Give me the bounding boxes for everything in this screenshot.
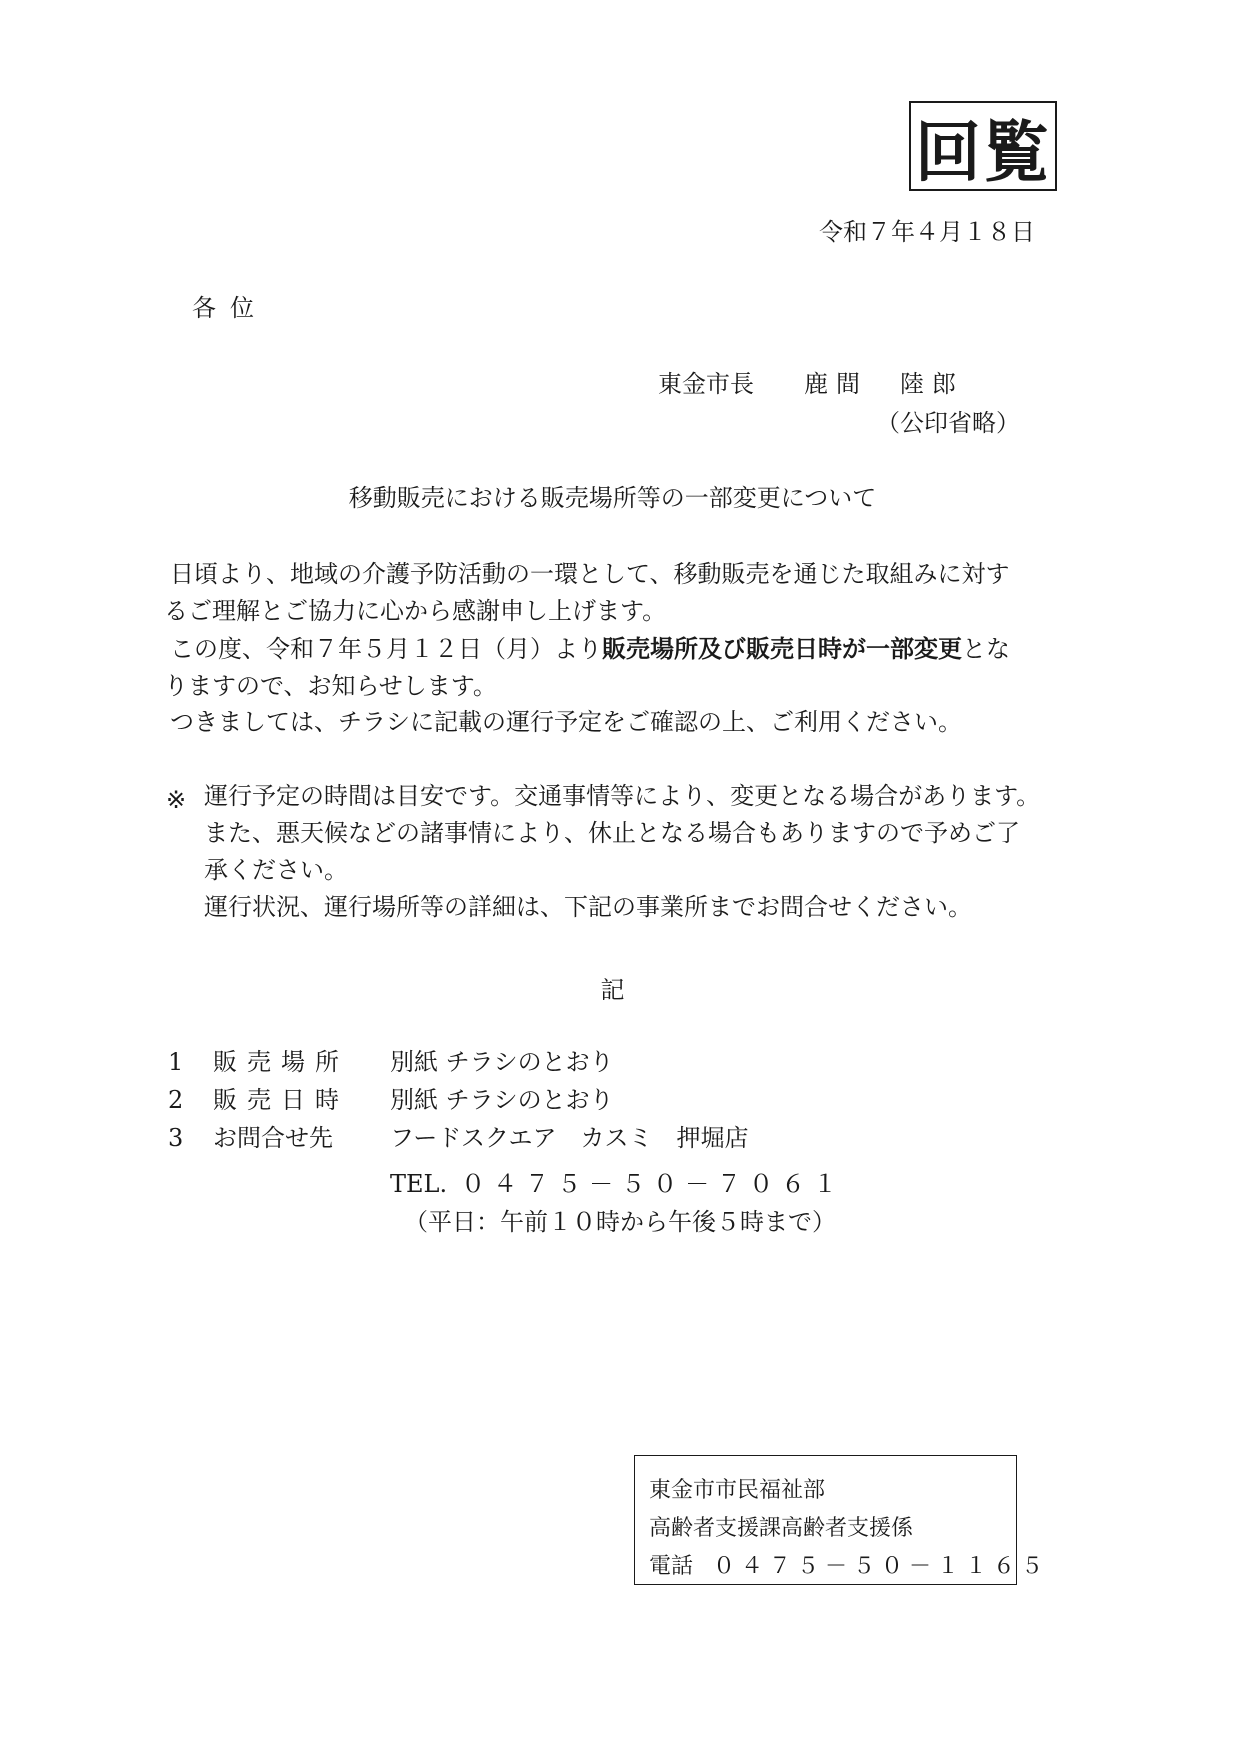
item-number: 3 bbox=[168, 1124, 184, 1152]
item-label: 販売日時 bbox=[213, 1086, 349, 1114]
item-value: 別紙 チラシのとおり bbox=[390, 1086, 614, 1114]
list-item bbox=[168, 1126, 868, 1156]
item-label: お問合せ先 bbox=[213, 1124, 333, 1152]
item-number: 1 bbox=[168, 1048, 184, 1076]
body-line: るご理解とご協力に心から感謝申し上げます。 bbox=[164, 597, 667, 625]
phone-number: ０４７５－５０－１１６５ bbox=[713, 1554, 1050, 1579]
notes-block bbox=[204, 778, 1040, 926]
contact-tel bbox=[390, 1164, 845, 1199]
body-line: つきましては、チラシに記載の運行予定をご確認の上、ご利用ください。 bbox=[170, 708, 962, 736]
note-line: 承ください。 bbox=[204, 856, 348, 884]
body-paragraph-2 bbox=[164, 630, 1010, 705]
body-paragraph-3 bbox=[170, 704, 962, 741]
document-date: 令和７年４月１８日 bbox=[819, 218, 1035, 246]
item-label: 販売場所 bbox=[213, 1048, 349, 1076]
list-item bbox=[168, 1050, 868, 1080]
body-text: とな bbox=[962, 635, 1010, 663]
office-phone bbox=[649, 1549, 1049, 1580]
kairan-stamp: 回覧 bbox=[909, 101, 1057, 191]
body-paragraph-1 bbox=[164, 556, 1010, 630]
office-contact-box bbox=[634, 1455, 1050, 1585]
seal-omitted-note: （公印省略） bbox=[876, 409, 1020, 437]
phone-label: 電話 bbox=[649, 1554, 694, 1579]
tel-label: TEL. bbox=[390, 1170, 448, 1198]
note-line: 運行予定の時間は目安です。交通事情等により、変更となる場合があります。 bbox=[204, 782, 1041, 810]
body-text: この度、令和７年５月１２日（月）より bbox=[170, 635, 602, 663]
sender bbox=[658, 372, 964, 396]
contact-hours: （平日：午前１０時から午後５時まで） bbox=[404, 1208, 836, 1236]
sender-name: 鹿間 陸郎 bbox=[804, 370, 964, 398]
note-line: 運行状況、運行場所等の詳細は、下記の事業所までお問合せください。 bbox=[204, 893, 972, 921]
document-subject: 移動販売における販売場所等の一部変更について bbox=[348, 484, 877, 512]
item-value: 別紙 チラシのとおり bbox=[390, 1048, 614, 1076]
office-section: 高齢者支援課高齢者支援係 bbox=[649, 1516, 914, 1541]
body-line: 日頃より、地域の介護予防活動の一環として、移動販売を通じた取組みに対す bbox=[170, 560, 1010, 588]
item-number: 2 bbox=[168, 1086, 184, 1114]
note-mark: ※ bbox=[166, 786, 187, 814]
tel-number: ０４７５－５０－７０６１ bbox=[461, 1170, 846, 1198]
list-item bbox=[168, 1088, 868, 1118]
ki-heading: 記 bbox=[600, 976, 625, 1004]
sender-title: 東金市長 bbox=[658, 370, 754, 398]
note-line: また、悪天候などの諸事情により、休止となる場合もありますので予めご了 bbox=[204, 819, 1020, 847]
addressee: 各位 bbox=[192, 294, 268, 322]
office-department: 東金市市民福祉部 bbox=[649, 1478, 826, 1503]
emphasis-text: 販売場所及び販売日時が一部変更 bbox=[602, 634, 962, 663]
item-value: フードスクエア カスミ 押堀店 bbox=[390, 1124, 749, 1152]
body-line: りますので、お知らせします。 bbox=[164, 672, 497, 700]
